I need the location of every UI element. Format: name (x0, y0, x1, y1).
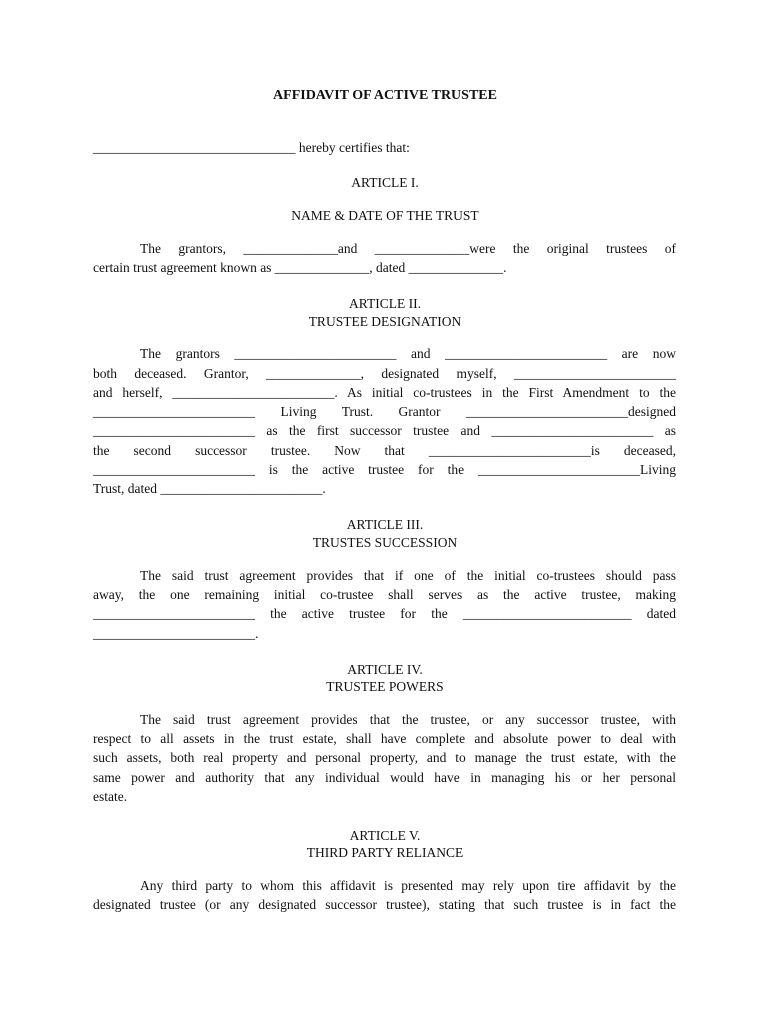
article-1-heading: NAME & DATE OF THE TRUST (291, 208, 479, 223)
article-5-number: ARTICLE V. (349, 828, 421, 843)
document-title: AFFIDAVIT OF ACTIVE TRUSTEE (273, 88, 497, 103)
article-2-line: and herself, ________________________. As initial co-trustees in the First Amendment to the (93, 385, 676, 400)
article-4-line: The said trust agreement provides that the trustee, or any successor trustee, with (140, 712, 676, 727)
article-3-line: ________________________. (93, 626, 259, 641)
article-2-line: both deceased. Grantor, ______________, designated myself, ________________________ (93, 366, 676, 381)
article-2-line: the second successor trustee. Now that ________________________is deceased, (93, 443, 676, 458)
article-5-line: Any third party to whom this affidavit is presented may rely upon tire affidavit by the (140, 878, 676, 893)
article-4-line: respect to all assets in the trust estate, shall have complete and absolute power to deal with (93, 731, 676, 746)
article-2-line: ________________________ Living Trust. Grantor ________________________designed (93, 404, 676, 419)
intro-line: ______________________________ hereby certifies that: (93, 140, 410, 155)
article-2-line: Trust, dated ________________________. (93, 481, 326, 496)
article-2-heading: TRUSTEE DESIGNATION (308, 314, 462, 329)
article-1-number: ARTICLE I. (351, 175, 419, 190)
article-4-line: such assets, both real property and personal property, and to manage the trust estate, with the (93, 750, 676, 765)
article-4-heading: TRUSTEE POWERS (326, 679, 444, 694)
article-5-heading: THIRD PARTY RELIANCE (306, 845, 464, 860)
article-3-line: ________________________ the active trustee for the _________________________ dated (93, 606, 676, 621)
article-3-heading: TRUSTES SUCCESSION (312, 535, 458, 550)
article-2-line: The grantors ________________________ and ________________________ are now (140, 346, 676, 361)
article-1-line: certain trust agreement known as ______________, dated ______________. (93, 260, 507, 275)
article-4-line: estate. (93, 789, 128, 804)
article-3-line: The said trust agreement provides that if one of the initial co-trustees should pass (140, 568, 676, 583)
article-3-line: away, the one remaining initial co-trustee shall serves as the active trustee, making (93, 587, 676, 602)
article-1-line: The grantors, ______________and ______________were the original trustees of (140, 241, 676, 256)
article-2-line: ________________________ as the first successor trustee and ________________________ as (93, 423, 676, 438)
article-4-number: ARTICLE IV. (347, 662, 423, 677)
article-4-line: same power and authority that any individual would have in managing his or her personal (93, 770, 676, 785)
article-3-number: ARTICLE III. (346, 517, 424, 532)
article-2-number: ARTICLE II. (349, 296, 421, 311)
article-5-line: designated trustee (or any designated successor trustee), stating that such trustee is in fact the (93, 897, 676, 912)
article-2-line: ________________________ is the active trustee for the ________________________Living (93, 462, 676, 477)
